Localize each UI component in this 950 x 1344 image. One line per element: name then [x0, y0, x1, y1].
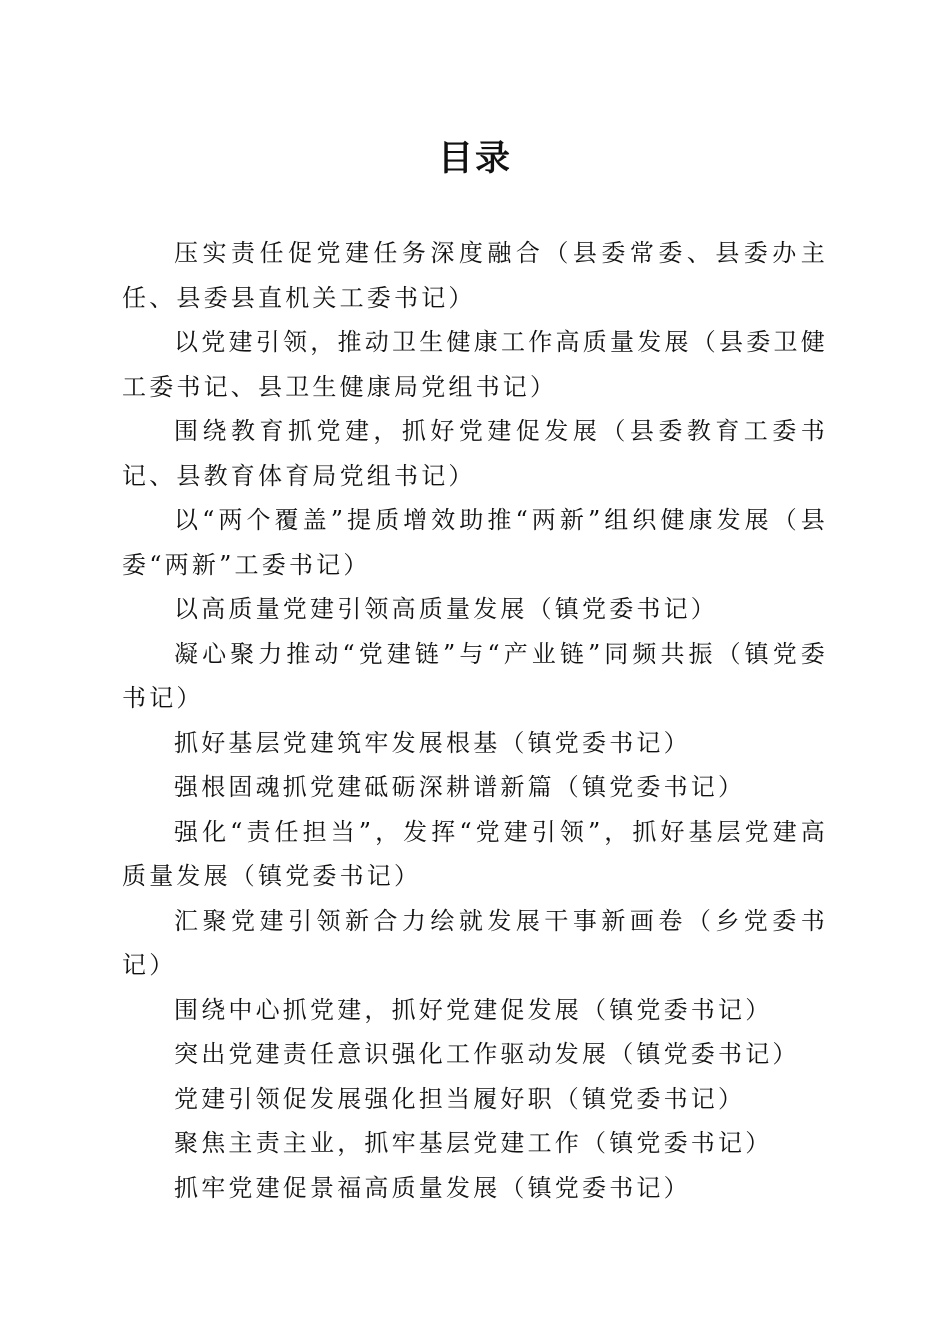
toc-entry-14[interactable]: 聚焦主责主业，抓牢基层党建工作（镇党委书记）: [174, 1129, 773, 1157]
table-of-contents: [122, 231, 828, 1210]
toc-entry-3[interactable]: 围绕教育抓党建，抓好党建促发展（县委教育工委书记、县教育体育局党组书记）: [122, 417, 828, 490]
toc-entry-11[interactable]: 围绕中心抓党建，抓好党建促发展（镇党委书记）: [174, 995, 773, 1024]
toc-entry-12[interactable]: 突出党建责任意识强化工作驱动发展（镇党委书记）: [174, 1040, 800, 1068]
toc-entry-2[interactable]: 以党建引领，推动卫生健康工作高质量发展（县委卫健工委书记、县卫生健康局党组书记）: [122, 328, 828, 401]
toc-entry-6[interactable]: 凝心聚力推动“党建链”与“产业链”同频共振（镇党委书记）: [122, 639, 828, 712]
toc-entry-4[interactable]: 以“两个覆盖”提质增效助推“两新”组织健康发展（县委“两新”工委书记）: [122, 506, 828, 579]
toc-entry-10[interactable]: 汇聚党建引领新合力绘就发展干事新画卷（乡党委书记）: [122, 906, 828, 979]
toc-entry-9[interactable]: 强化“责任担当”，发挥“党建引领”，抓好基层党建高质量发展（镇党委书记）: [122, 817, 828, 890]
toc-entry-13[interactable]: 党建引领促发展强化担当履好职（镇党委书记）: [174, 1084, 746, 1113]
page-title: 目录: [437, 138, 512, 179]
toc-entry-8[interactable]: 强根固魂抓党建砥砺深耕谱新篇（镇党委书记）: [174, 773, 746, 801]
toc-entry-1[interactable]: 压实责任促党建任务深度融合（县委常委、县委办主任、县委县直机关工委书记）: [122, 239, 828, 312]
toc-entry-15[interactable]: 抓牢党建促景福高质量发展（镇党委书记）: [174, 1173, 691, 1202]
toc-entry-7[interactable]: 抓好基层党建筑牢发展根基（镇党委书记）: [174, 728, 691, 757]
toc-entry-5[interactable]: 以高质量党建引领高质量发展（镇党委书记）: [174, 595, 718, 623]
